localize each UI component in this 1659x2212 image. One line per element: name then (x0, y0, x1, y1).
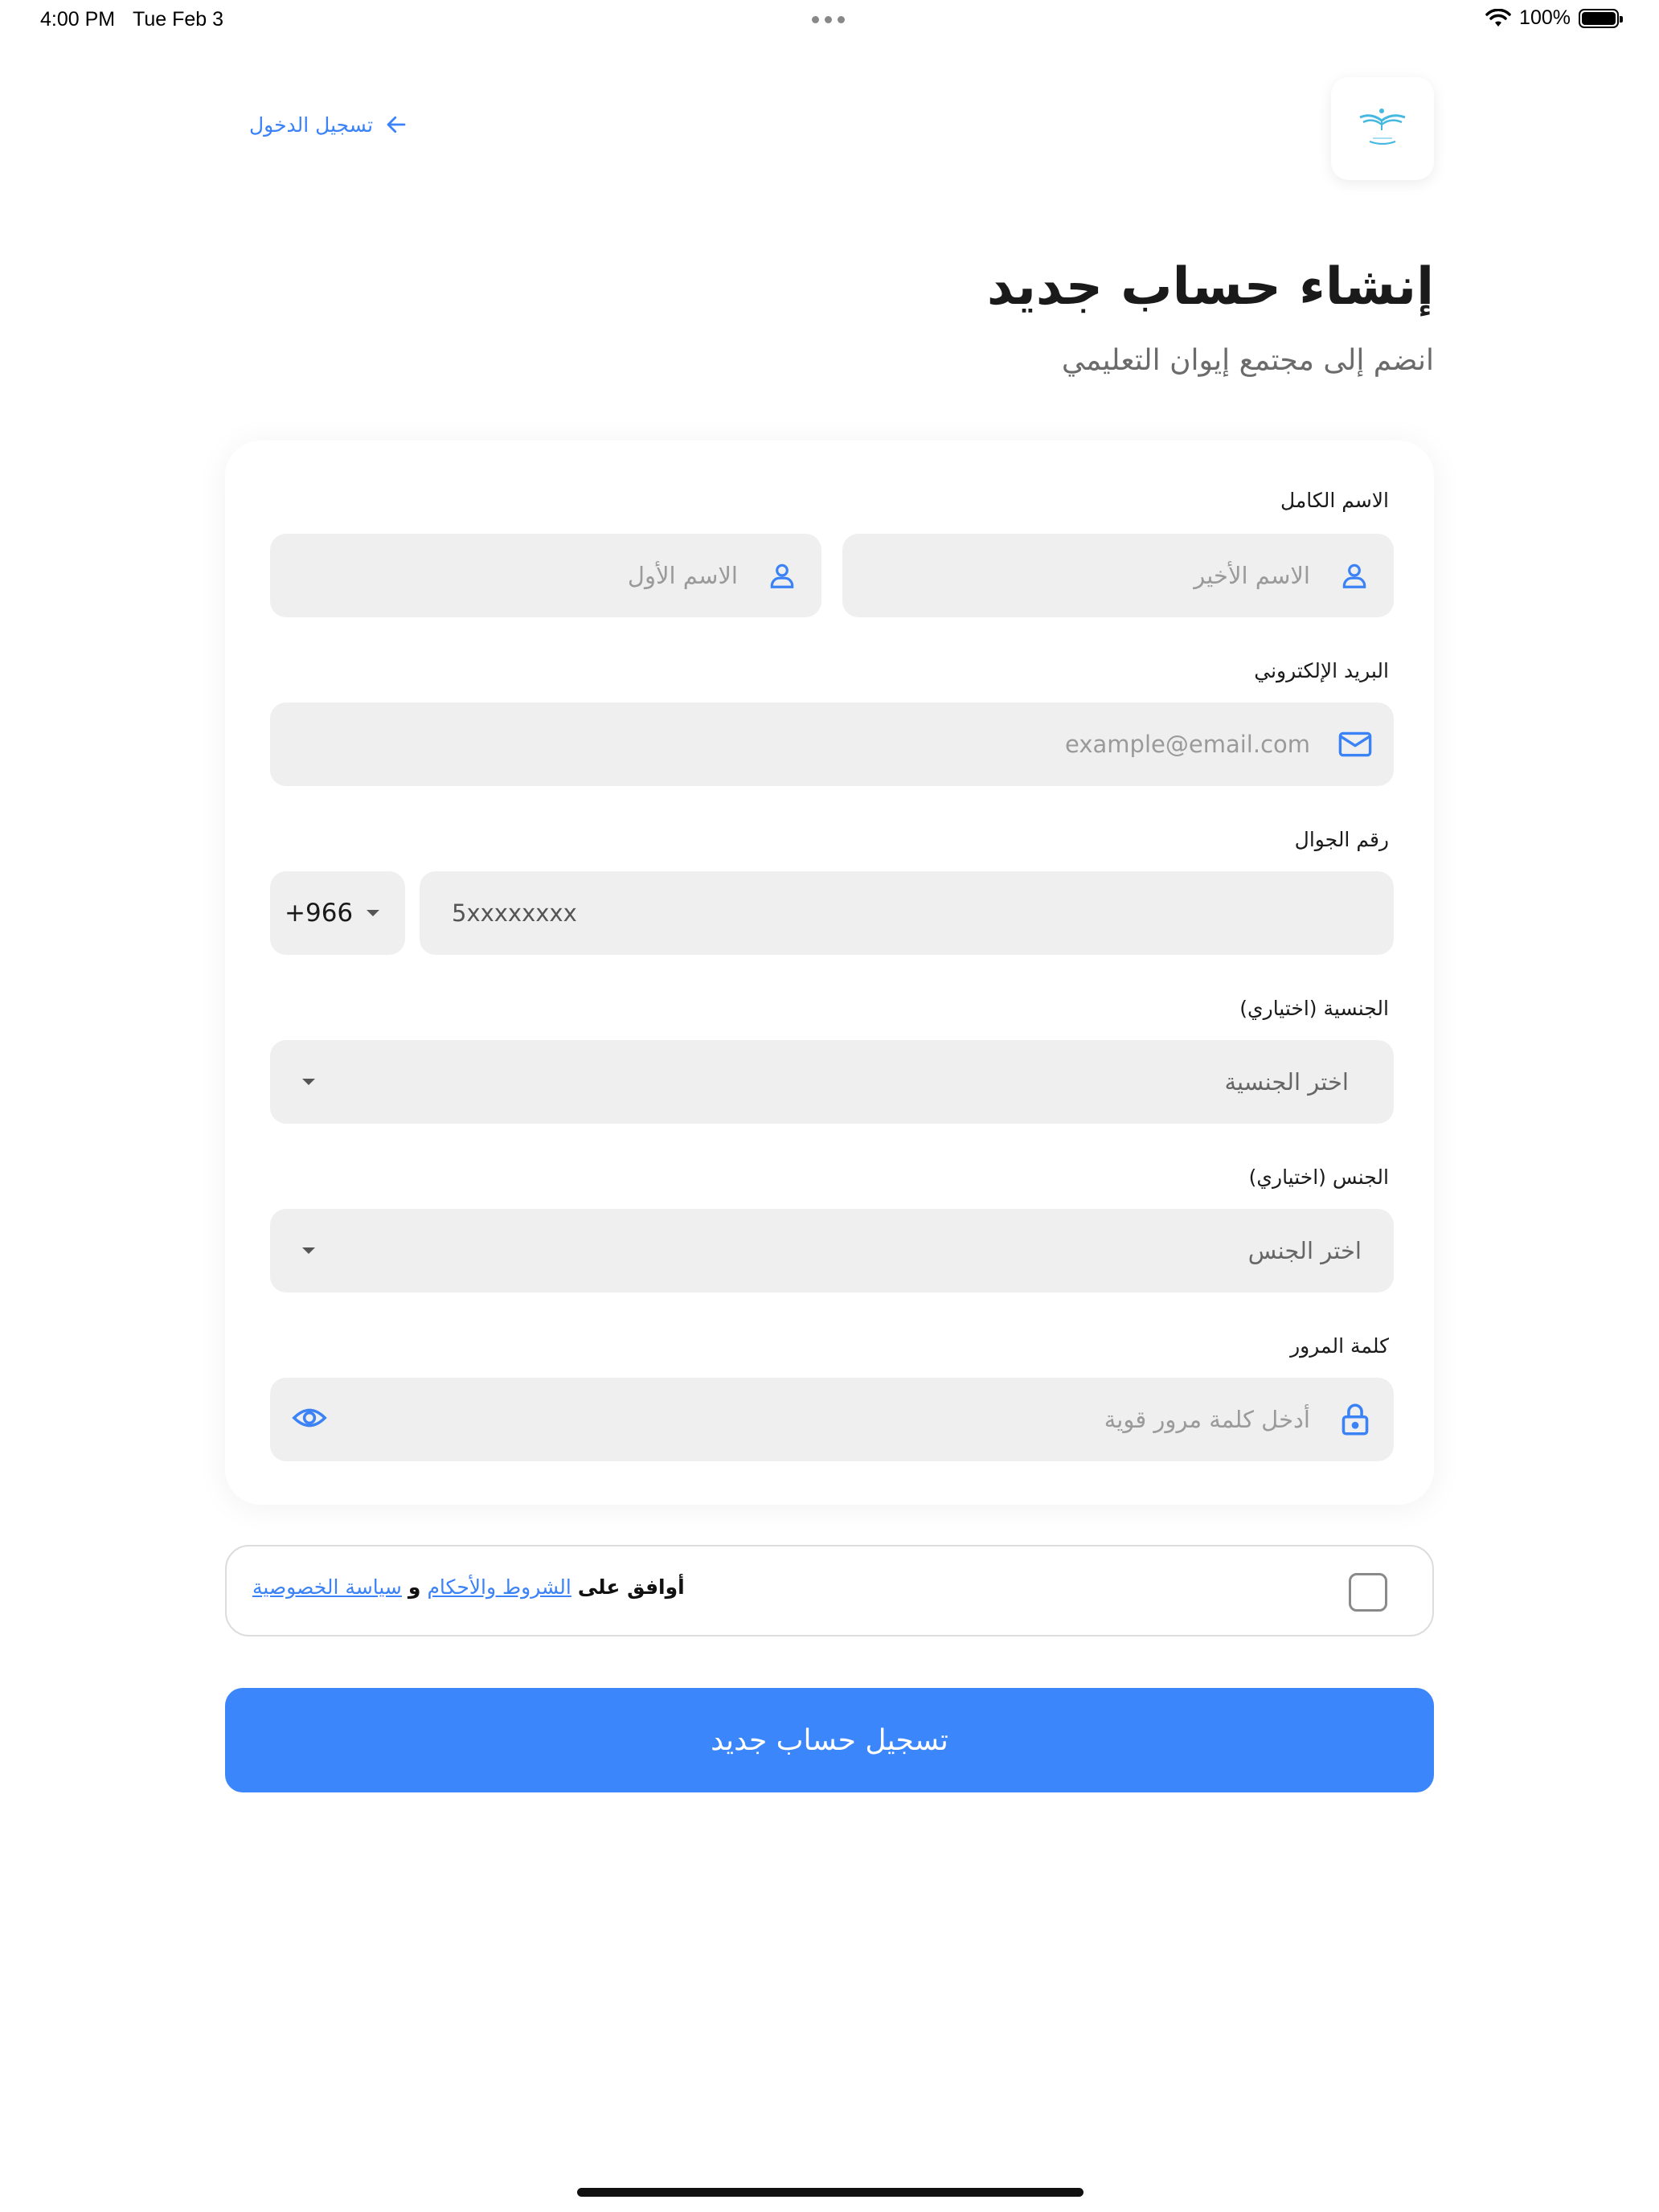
password-placeholder: أدخل كلمة مرور قوية (1104, 1406, 1310, 1433)
first-name-field[interactable] (270, 534, 821, 617)
back-link-label: تسجيل الدخول (249, 113, 374, 137)
gender-select[interactable] (270, 1209, 1394, 1292)
page-subtitle: انضم إلى مجتمع إيوان التعليمي (1061, 344, 1434, 377)
phone-placeholder: 5xxxxxxxx (452, 899, 577, 927)
battery-icon (1579, 9, 1619, 28)
status-time: 4:00 PM (40, 8, 116, 31)
phone-number-field[interactable] (420, 871, 1394, 955)
user-icon (1339, 560, 1370, 591)
mail-icon (1337, 730, 1373, 759)
caret-down-icon (301, 1075, 317, 1090)
last-name-placeholder: الاسم الأخير (1194, 562, 1310, 589)
nationality-select[interactable] (270, 1040, 1394, 1124)
app-logo (1331, 77, 1434, 180)
caret-down-icon (365, 906, 381, 921)
gender-label: الجنس (اختياري) (1248, 1165, 1389, 1189)
gender-placeholder: اختر الجنس (1247, 1237, 1362, 1264)
password-label: كلمة المرور (1290, 1334, 1389, 1358)
terms-conjunction: و (408, 1575, 421, 1599)
email-label: البريد الإلكتروني (1254, 659, 1389, 682)
user-icon (767, 560, 797, 591)
status-bar (0, 0, 1659, 40)
eye-icon[interactable] (291, 1405, 328, 1434)
terms-checkbox[interactable] (1349, 1573, 1387, 1612)
arrow-left-icon (384, 113, 408, 137)
back-to-login-link[interactable] (249, 113, 408, 137)
caret-down-icon (301, 1243, 317, 1259)
lock-icon (1341, 1403, 1370, 1436)
terms-agreement-box (225, 1545, 1434, 1636)
nationality-placeholder: اختر الجنسية (1224, 1068, 1349, 1096)
status-date: Tue Feb 3 (133, 8, 224, 31)
country-code-value: +966 (285, 899, 354, 928)
multitasking-dots-icon[interactable] (812, 16, 845, 23)
password-field[interactable] (270, 1378, 1394, 1461)
first-name-placeholder: الاسم الأول (627, 562, 738, 589)
home-indicator[interactable] (577, 2188, 1083, 2197)
terms-and-conditions-link[interactable]: الشروط والأحكام (427, 1575, 571, 1599)
phone-label: رقم الجوال (1294, 828, 1389, 851)
full-name-label: الاسم الكامل (1280, 489, 1389, 512)
nationality-label: الجنسية (اختياري) (1239, 997, 1389, 1020)
email-placeholder: example@email.com (1065, 731, 1310, 758)
terms-text (252, 1575, 685, 1599)
privacy-policy-link[interactable]: سياسة الخصوصية (252, 1575, 402, 1599)
battery-percent: 100% (1519, 6, 1571, 29)
open-book-logo-icon (1352, 104, 1413, 153)
wifi-icon (1485, 9, 1511, 28)
email-field[interactable] (270, 703, 1394, 786)
last-name-field[interactable] (842, 534, 1394, 617)
terms-prefix: أوافق على (577, 1575, 685, 1599)
registration-form-card (225, 440, 1434, 1505)
country-code-select[interactable] (270, 871, 405, 955)
status-indicators (1485, 6, 1619, 30)
page-title: إنشاء حساب جديد (986, 257, 1434, 317)
register-button[interactable]: تسجيل حساب جديد (225, 1688, 1434, 1792)
